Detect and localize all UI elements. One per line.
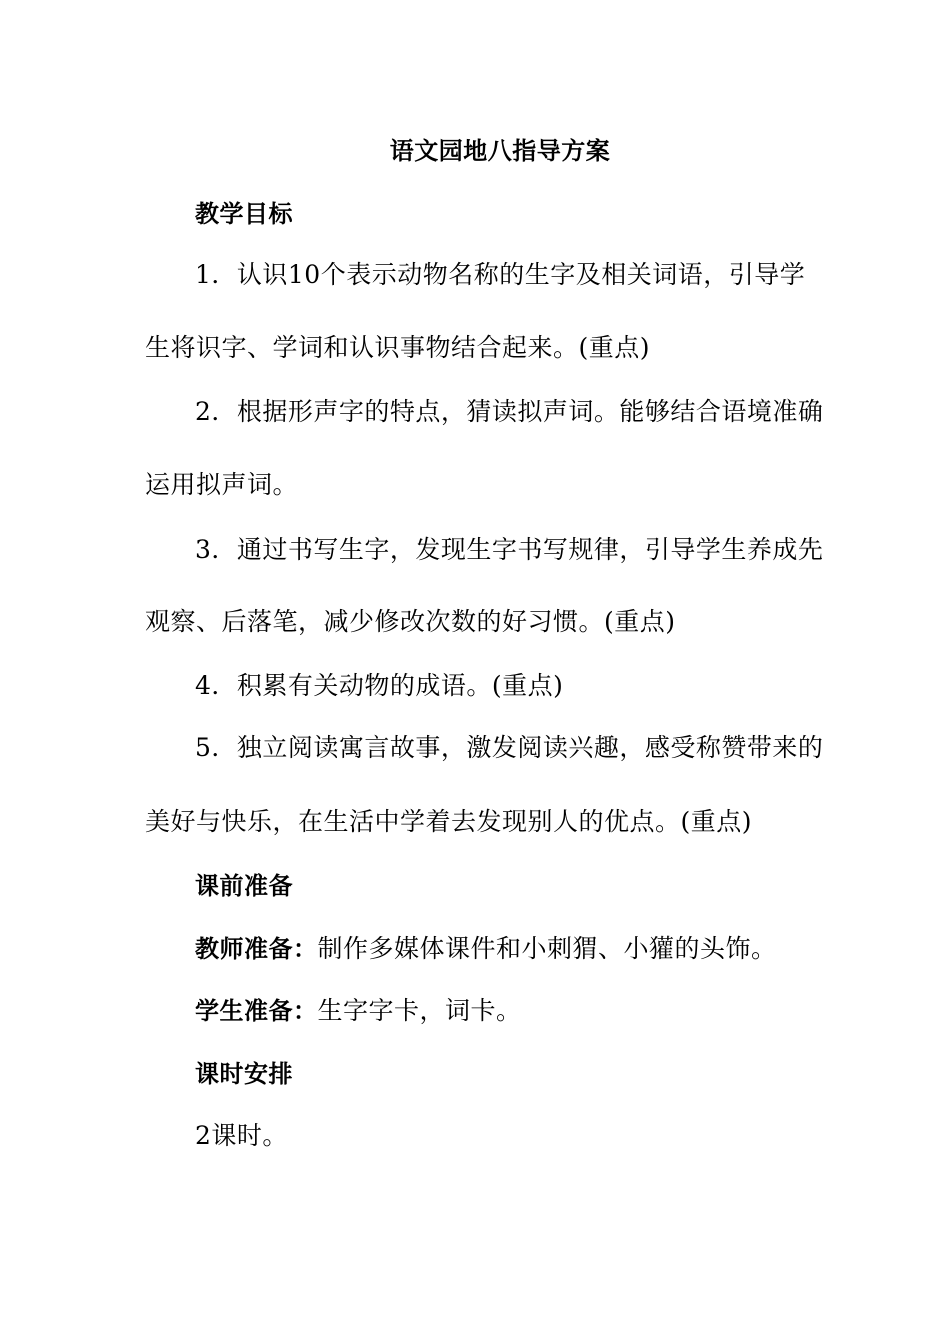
objective-1-line-1: 1．认识10个表示动物名称的生字及相关词语，引导学	[195, 260, 806, 289]
schedule-heading: 课时安排	[195, 1060, 293, 1088]
objective-2-line-1: 2．根据形声字的特点，猜读拟声词。能够结合语境准确	[195, 397, 824, 426]
schedule-text: 2课时。	[195, 1121, 288, 1150]
student-prep-line	[195, 996, 522, 1026]
objective-5-line-1: 5．独立阅读寓言故事，激发阅读兴趣，感受称赞带来的	[195, 733, 824, 762]
teacher-prep-line	[195, 934, 777, 964]
teacher-prep-label: 教师准备：	[195, 935, 318, 963]
objectives-heading: 教学目标	[195, 200, 293, 228]
objective-4-line-1: 4．积累有关动物的成语。(重点)	[195, 671, 564, 700]
objective-1-line-2: 生将识字、学词和认识事物结合起来。(重点)	[145, 333, 651, 362]
objective-2-line-2: 运用拟声词。	[145, 470, 299, 499]
objective-3-line-2: 观察、后落笔，减少修改次数的好习惯。(重点)	[145, 607, 676, 636]
document-title: 语文园地八指导方案	[389, 137, 611, 165]
teacher-prep-text: 制作多媒体课件和小刺猬、小獾的头饰。	[317, 934, 777, 963]
preparation-heading: 课前准备	[195, 872, 293, 900]
student-prep-text: 生字字卡，词卡。	[317, 996, 522, 1025]
objective-3-line-1: 3．通过书写生字，发现生字书写规律，引导学生养成先	[195, 535, 824, 564]
objective-5-line-2: 美好与快乐，在生活中学着去发现别人的优点。(重点)	[145, 807, 753, 836]
student-prep-label: 学生准备：	[195, 997, 318, 1025]
